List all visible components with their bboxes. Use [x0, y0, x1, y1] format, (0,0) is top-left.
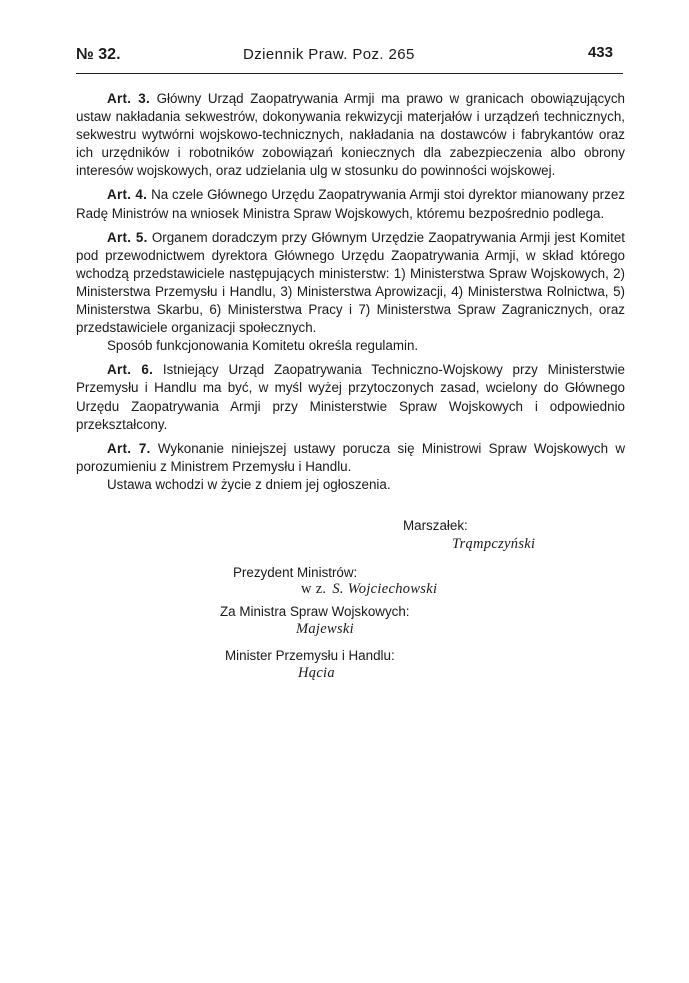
article-label: Art. 7. [107, 440, 151, 456]
article-text: Na czele Głównego Urzędu Zaopatrywania Armji stoi dyrektor mianowany przez Radę Ministrów na wniosek Ministra Spraw Wojskowych, któremu bezpośrednio podlega. [76, 187, 625, 221]
article-7-continuation: Ustawa wchodzi w życie z dniem jej ogłoszenia. [107, 476, 391, 492]
article-label: Art. 5. [107, 229, 148, 245]
article-label: Art. 6. [107, 362, 154, 378]
deputy-prefix: w z. [301, 581, 327, 597]
article-4 [76, 186, 625, 222]
issue-number: № 32. [76, 46, 121, 63]
marshal-label: Marszałek: [403, 518, 468, 533]
industry-minister-label: Minister Przemysłu i Handlu: [225, 648, 395, 663]
prime-minister-name: S. Wojciechowski [332, 581, 438, 597]
article-7 [76, 440, 625, 476]
article-6 [76, 361, 625, 433]
article-text: Organem doradczym przy Głównym Urzędzie Zaopatrywania Armji jest Komitet pod przewodnictwem dyrektora Głównego Urzędu Zaopatrywania Armji, w skład którego wchodzą przedstawiciele następujących ministerstw: 1) Ministerstwa Spraw Wojskowych, 2) Ministerstwa Przemysłu i Handlu, 3) Ministerstwa Aprowizacji, 4) Ministerstwa Rolnictwa, 5) Ministerstwa Skarbu, 6) Ministerstwa Pracy i 7) Ministerstwa Spraw Zagranicznych, oraz przedstawiciele organizacji społecznych. [76, 229, 625, 336]
article-label: Art. 4. [107, 187, 148, 203]
article-label: Art. 3. [107, 91, 150, 106]
journal-title: Dziennik Praw. Poz. 265 [243, 46, 415, 63]
war-minister-signature: Majewski [296, 621, 354, 637]
document-body [76, 90, 625, 500]
war-minister-label: Za Ministra Spraw Wojskowych: [220, 604, 410, 619]
page-header [76, 42, 623, 68]
prime-minister-label: Prezydent Ministrów: [233, 565, 358, 580]
header-rule [76, 73, 623, 74]
industry-minister-signature: Hącia [298, 665, 335, 681]
page-number: 433 [587, 44, 613, 61]
article-3 [76, 90, 625, 180]
prime-minister-signature [301, 581, 437, 598]
marshal-signature: Trąmpczyński [452, 536, 536, 552]
article-5 [76, 229, 625, 338]
article-text: Wykonanie niniejszej ustawy porucza się Ministrowi Spraw Wojskowych w porozumieniu z Ministrem Przemysłu i Handlu. [76, 440, 625, 474]
article-text: Istniejący Urząd Zaopatrywania Techniczno-Wojskowy przy Ministerstwie Przemysłu i Handlu ma być, w myśl wyżej przytoczonych zasad, wcielony do Głównego Urzędu Zaopatrywania Armji przy Ministerstwie Spraw Wojskowych i odpowiednio przekształcony. [76, 362, 625, 432]
article-5-continuation: Sposób funkcjonowania Komitetu określa regulamin. [107, 338, 419, 354]
article-text: Główny Urząd Zaopatrywania Armji ma prawo w granicach obowiązujących ustaw nakładania sekwestrów, dokonywania rekwizycji materjałów i urządzeń technicznych, sekwestru wytwórni wojskowo-technicznych, nakładania na dostawców i fabrykantów oraz ich urzędników i robotników zobowiązań koniecznych dla zabezpieczenia albo obrony interesów wojskowych, oraz udzielania ulg w stosunku do powinności wojskowej. [76, 91, 625, 179]
